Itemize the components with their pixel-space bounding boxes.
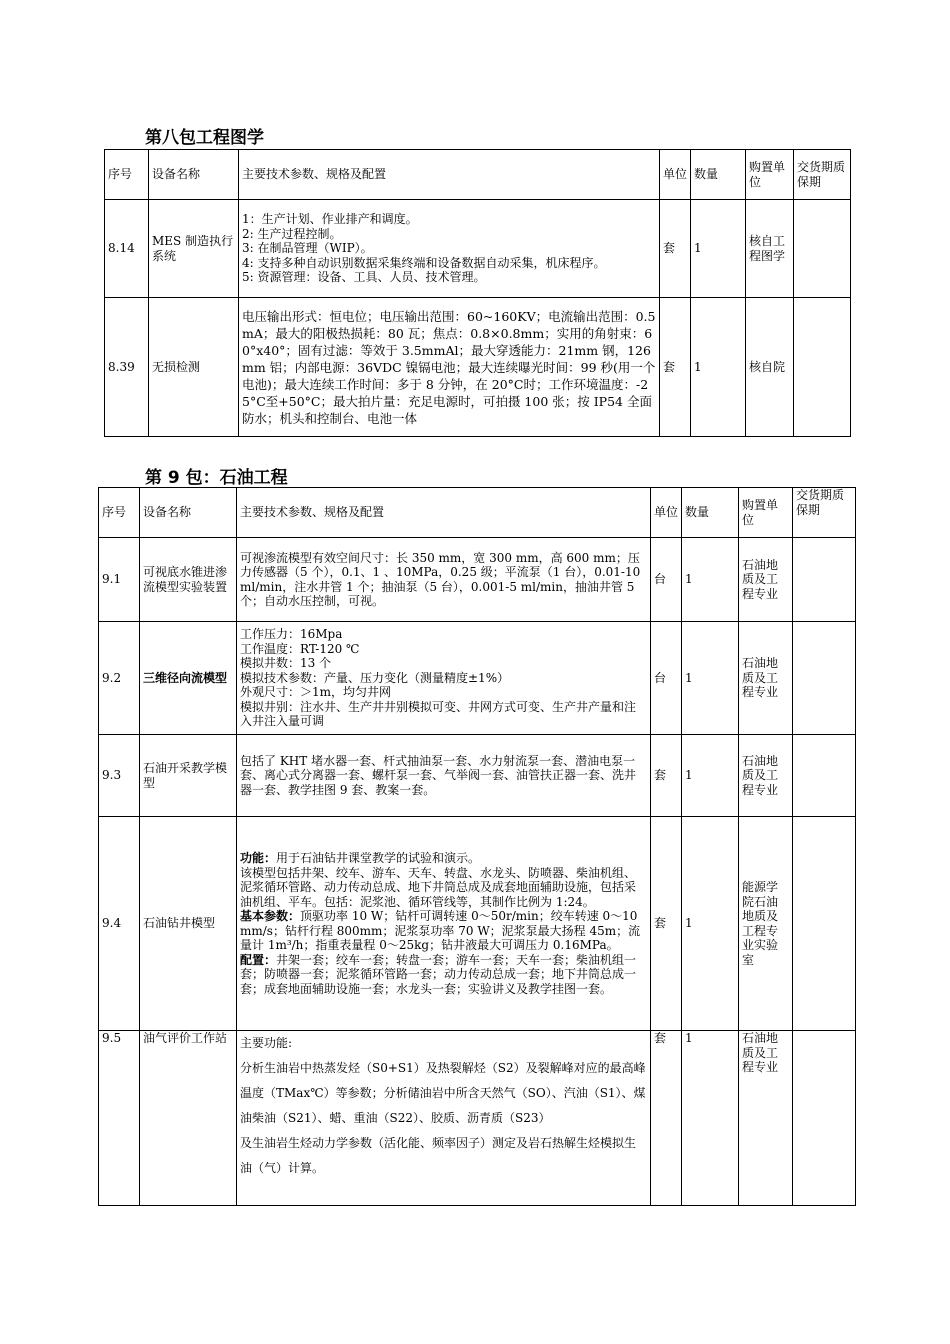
device-name: 可视底水锥进渗流模型实验装置 (140, 538, 237, 622)
row-number: 8.14 (105, 200, 149, 298)
row-number: 9.1 (99, 538, 140, 622)
section8-table (104, 149, 851, 437)
header-cell: 主要技术参数、规格及配置 (237, 488, 651, 538)
device-name: 石油开采教学模型 (140, 735, 237, 817)
spec-cell (237, 1031, 651, 1206)
qty-cell: 1 (682, 735, 739, 817)
spec-line: 1：生产计划、作业排产和调度。 (242, 212, 418, 227)
spec-line: 可视渗流模型有效空间尺寸：长 350 mm，宽 300 mm，高 600 mm；压力传感器（5 个），0.1、1 、10MPa，0.25 级；平流泵（1 台），0.01-10 ml/min，注水井管 1 个；抽油泵（5 台），0.001-5 ml/min，抽油井管 5 个；自动水压控制，可视。 (240, 550, 641, 608)
table-header-row (105, 150, 851, 200)
qty-cell: 1 (682, 1031, 739, 1206)
spec-line: 模拟井别：注水井、生产井井别模拟可变、井网方式可变、生产井产量和注入井注入量可调 (240, 699, 637, 729)
spec-cell (237, 735, 651, 817)
spec-line: 工作温度：RT-120 ℃ (240, 641, 360, 656)
dept-cell: 核自院 (746, 298, 794, 437)
delivery-cell (794, 298, 851, 437)
spec-line: 模拟技术参数：产量、压力变化（测量精度±1%） (240, 670, 510, 685)
spec-cell (237, 538, 651, 622)
section9-title: 第 9 包：石油工程 (145, 468, 288, 488)
delivery-cell (793, 817, 856, 1031)
table-row (99, 1031, 856, 1206)
qty-cell: 1 (691, 200, 746, 298)
spec-line: 电压输出形式：恒电位；电压输出范围：60~160KV；电流输出范围：0.5mA；最大的阳极热损耗：80 瓦；焦点：0.8×0.8mm；实用的角射束：60°x40°；固有过滤：等效于 3.5mmAl；最大穿透能力：21mm 钢，126mm 铝；内部电源：36VDC 镍镉电池；最大连续曝光时间：99 秒(用一个电池)；最大连续工作时间：多于 8 分钟，在 20°C时；工作环境温度：-25°C至+50°C；最大拍片量：充足电源时，可拍摄 100 张；按 IP54 全面防水；机头和控制台、电池一体 (242, 308, 656, 426)
header-cell: 交货期质保期 (794, 150, 851, 200)
unit-cell: 套 (660, 298, 691, 437)
table-row (99, 622, 856, 735)
spec-line: 及生油岩生烃动力学参数（活化能、频率因子）测定及岩石热解生烃模拟生油（气）计算。 (240, 1136, 637, 1175)
qty-cell: 1 (682, 817, 739, 1031)
delivery-cell (793, 622, 856, 735)
spec-paragraph (240, 851, 647, 866)
row-number: 9.4 (99, 817, 140, 1031)
row-number: 9.2 (99, 622, 140, 735)
device-name: 石油钻井模型 (140, 817, 237, 1031)
table-header-row (99, 488, 856, 538)
table-row (105, 298, 851, 437)
dept-cell: 石油地质及工程专业 (739, 622, 793, 735)
qty-cell: 1 (682, 622, 739, 735)
spec-text: 顶驱功率 10 W；钻杆可调转速 0～50r/min；绞车转速 0～10mm/s；钻杆行程 800mm；泥浆泵功率 70 W；泥浆泵最大扬程 45m；流量计 1m³/h；指重表量程 0～25kg；钻井液最大可调压力 0.16MPa。 (240, 909, 641, 952)
header-cell: 单位 (660, 150, 691, 200)
spec-paragraph (240, 953, 647, 997)
delivery-cell (793, 735, 856, 817)
unit-cell: 套 (660, 200, 691, 298)
spec-line: 2: 生产过程控制。 (242, 226, 342, 241)
row-number: 9.3 (99, 735, 140, 817)
dept-cell: 核自工程图学 (746, 200, 794, 298)
spec-cell (237, 622, 651, 735)
spec-text: 用于石油钻井课堂教学的试验和演示。 (276, 851, 481, 865)
spec-line: 3: 在制品管理（WIP）。 (242, 241, 373, 256)
spec-line: 包括了 KHT 堵水器一套、杆式抽油泵一套、水力射流泵一套、潜油电泵一套、离心式分离器一套、螺杆泵一套、气举阀一套、油管扶正器一套、洗井器一套、教学挂图 9 套、教案一套。 (240, 753, 637, 797)
dept-cell: 石油地质及工程专业 (739, 538, 793, 622)
header-cell: 序号 (105, 150, 149, 200)
header-cell: 设备名称 (140, 488, 237, 538)
delivery-cell (793, 538, 856, 622)
device-name: 无损检测 (149, 298, 239, 437)
spec-line: 模拟井数：13 个 (240, 656, 332, 671)
unit-cell: 套 (651, 817, 682, 1031)
unit-cell: 套 (651, 735, 682, 817)
spec-label: 功能： (240, 851, 277, 865)
spec-line: 主要功能: (240, 1036, 293, 1050)
device-name: 油气评价工作站 (140, 1031, 237, 1206)
section9-table (98, 487, 856, 1206)
device-name: MES 制造执行系统 (149, 200, 239, 298)
spec-line: 4: 支持多种自动识别数据采集终端和设备数据自动采集，机床程序。 (242, 255, 606, 270)
spec-cell (239, 200, 660, 298)
spec-cell (239, 298, 660, 437)
spec-cell (237, 817, 651, 1031)
header-cell: 数量 (691, 150, 746, 200)
dept-cell: 石油地质及工程专业 (739, 1031, 793, 1206)
header-cell: 主要技术参数、规格及配置 (239, 150, 660, 200)
spec-line: 5: 资源管理：设备、工具、人员、技术管理。 (242, 270, 486, 285)
dept-cell: 石油地质及工程专业 (739, 735, 793, 817)
spec-paragraph: 该模型包括井架、绞车、游车、天车、转盘、水龙头、防喷器、柴油机组、泥浆循环管路、动力传动总成、地下井筒总成及成套地面辅助设施，包括采油机组、平车。包括：泥浆池、循环管线等，其制作比例为 1:24。 (240, 865, 637, 909)
unit-cell: 套 (651, 1031, 682, 1206)
table-row (99, 817, 856, 1031)
table-row (105, 200, 851, 298)
qty-cell: 1 (691, 298, 746, 437)
qty-cell: 1 (682, 538, 739, 622)
spec-line: 工作压力：16Mpa (240, 627, 343, 642)
spec-text: 井架一套；绞车一套；转盘一套；游车一套；天车一套；柴油机组一套；防喷器一套；泥浆循环管路一套；动力传动总成一套；地下井筒总成一套；成套地面辅助设施一套；水龙头一套；实验讲义及教学挂图一套。 (240, 952, 637, 996)
table-row (99, 538, 856, 622)
header-cell: 设备名称 (149, 150, 239, 200)
header-cell: 序号 (99, 488, 140, 538)
header-cell: 交货期质保期 (793, 488, 856, 538)
row-number: 8.39 (105, 298, 149, 437)
header-cell: 购置单位 (739, 488, 793, 538)
device-name: 三维径向流模型 (140, 622, 237, 735)
spec-line: 分析生油岩中热蒸发烃（S0+S1）及热裂解烃（S2）及裂解峰对应的最高峰温度（TMax℃）等参数；分析储油岩中所含天然气（SO）、汽油（S1）、煤油柴油（S21）、蜡、重油（S22）、胶质、沥青质（S23） (240, 1061, 646, 1125)
unit-cell: 台 (651, 538, 682, 622)
row-number: 9.5 (99, 1031, 140, 1206)
spec-line: 外观尺寸：＞1m，均匀井网 (240, 685, 392, 700)
table-row (99, 735, 856, 817)
unit-cell: 台 (651, 622, 682, 735)
spec-label: 基本参数： (240, 909, 301, 923)
section8-title: 第八包工程图学 (145, 128, 264, 148)
header-cell: 数量 (682, 488, 739, 538)
header-cell: 购置单位 (746, 150, 794, 200)
spec-label: 配置： (240, 952, 277, 967)
dept-cell: 能源学院石油地质及工程专业实验室 (739, 817, 793, 1031)
delivery-cell (794, 200, 851, 298)
header-cell: 单位 (651, 488, 682, 538)
spec-paragraph (240, 909, 647, 953)
delivery-cell (793, 1031, 856, 1206)
